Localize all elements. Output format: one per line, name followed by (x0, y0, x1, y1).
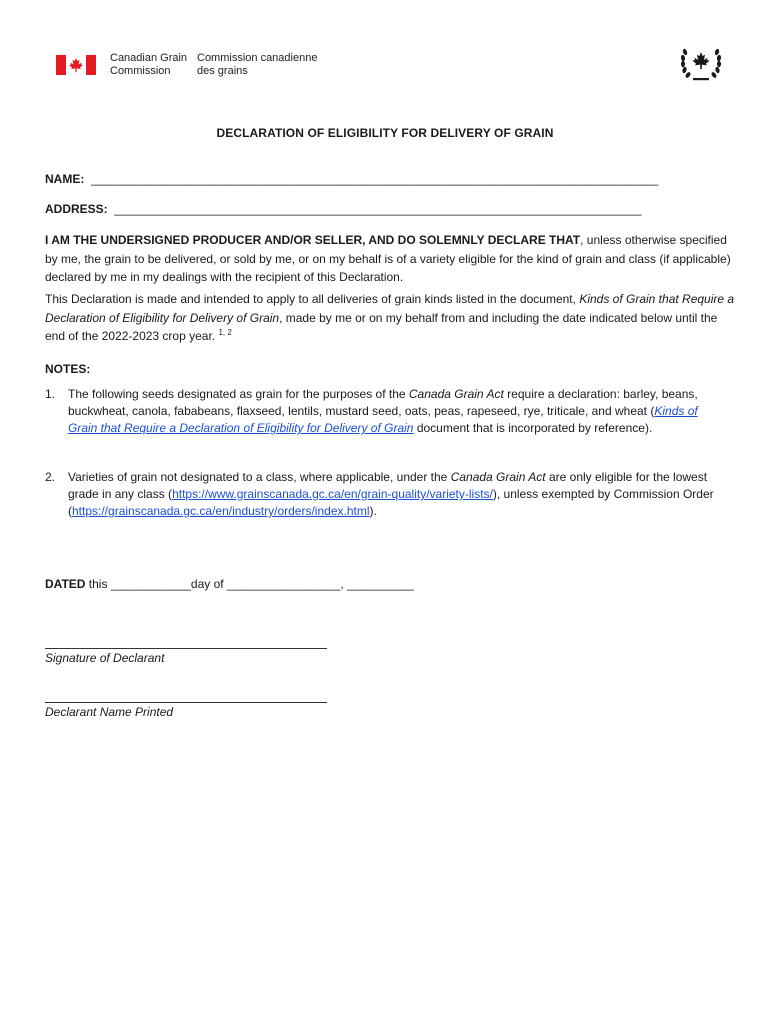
dated-comma: , (340, 577, 348, 591)
kinds-of-grain-link[interactable]: Kinds of Grain that Require a Declaration of Eligibility for Delivery of Grain (68, 404, 698, 435)
note-2-text-c: ), unless exempted by Commission Order ( (68, 487, 714, 518)
note-1-text-a: The following seeds designated as grain for the purposes of the (68, 387, 409, 401)
note-1-act: Canada Grain Act (408, 387, 504, 401)
address-field (45, 202, 642, 216)
variety-lists-link[interactable]: https://www.grainscanada.gc.ca/en/grain-quality/variety-lists/ (172, 487, 493, 501)
declaration-paragraph (45, 231, 735, 287)
org-name-english (110, 52, 187, 78)
applies-document-title: Kinds of Grain that Require a Declaration of Eligibility for Delivery of Grain (45, 292, 735, 325)
name-label: NAME: (45, 172, 85, 186)
maple-leaf-wreath-icon (678, 44, 724, 84)
printed-name-label: Declarant Name Printed (45, 705, 174, 719)
note-item-1 (45, 386, 715, 437)
document-title: DECLARATION OF ELIGIBILITY FOR DELIVERY OF GRAIN (216, 126, 554, 140)
dated-day-of: day of (190, 577, 227, 591)
note-number-1: 1. (45, 387, 56, 401)
note-2-text-b: are only eligible for the lowest grade in any class ( (68, 470, 708, 501)
org-name-english-line1: Canadian Grain (110, 52, 188, 64)
canada-flag-icon (56, 55, 96, 75)
commission-orders-link[interactable]: https://grainscanada.gc.ca/en/industry/orders/index.html (72, 504, 370, 518)
note-item-2 (45, 469, 715, 520)
page-header (56, 52, 726, 82)
declaration-text: , unless otherwise specified by me, the grain to be delivered, or sold by me, or on my behalf is of a variety eligible for the kind of grain and class (if applicable) declared by me in my dealings with the recipient of this Declaration. (45, 233, 731, 284)
note-1-text-b: require a declaration: barley, beans, buckwheat, canola, fababeans, flaxseed, lentils, mustard seed, oats, peas, rapeseed, rye, triticale, and wheat ( (68, 387, 698, 418)
org-name-french (197, 52, 317, 78)
signature-line (45, 648, 327, 649)
address-label: ADDRESS: (45, 202, 108, 216)
applies-text-1: This Declaration is made and intended to apply to all deliveries of grain kinds listed in the document, (45, 292, 580, 306)
org-name-english-line2: Commission (110, 65, 171, 77)
note-2-text-a: Varieties of grain not designated to a class, where applicable, under the (68, 470, 451, 484)
printed-name-line (45, 702, 327, 703)
footnote-marker: 1, 2 (218, 328, 232, 337)
note-2-act: Canada Grain Act (450, 470, 546, 484)
note-text-1 (68, 386, 715, 437)
dated-day-blank: ____________ (110, 577, 191, 591)
signature-label: Signature of Declarant (45, 651, 165, 665)
address-blank-line: _______________________________________________________________________________ (114, 202, 642, 216)
name-field (45, 172, 658, 186)
dated-this: this (85, 577, 111, 591)
declaration-bold-text: I AM THE UNDERSIGNED PRODUCER AND/OR SELLER, AND DO SOLEMNLY DECLARE THAT (45, 233, 581, 247)
org-name-french-line1: Commission canadienne (197, 52, 318, 64)
note-text-2 (68, 469, 715, 520)
name-blank-line: _____________________________________________________________________________________ (91, 172, 659, 186)
applies-text-2: , made by me or on my behalf from and including the date indicated below until the end of the 2022-2023 crop year. (45, 310, 718, 343)
dated-label: DATED (45, 577, 86, 591)
note-1-text-c: document that is incorporated by reference). (413, 421, 653, 435)
dated-month-blank: _________________ (226, 577, 341, 591)
note-number-2: 2. (45, 470, 56, 484)
note-2-text-d: ). (369, 504, 377, 518)
dated-year-blank: __________ (347, 577, 414, 591)
applies-paragraph (45, 290, 735, 346)
org-name-french-line2: des grains (197, 65, 248, 77)
notes-heading: NOTES: (45, 362, 91, 376)
dated-line (45, 577, 414, 591)
